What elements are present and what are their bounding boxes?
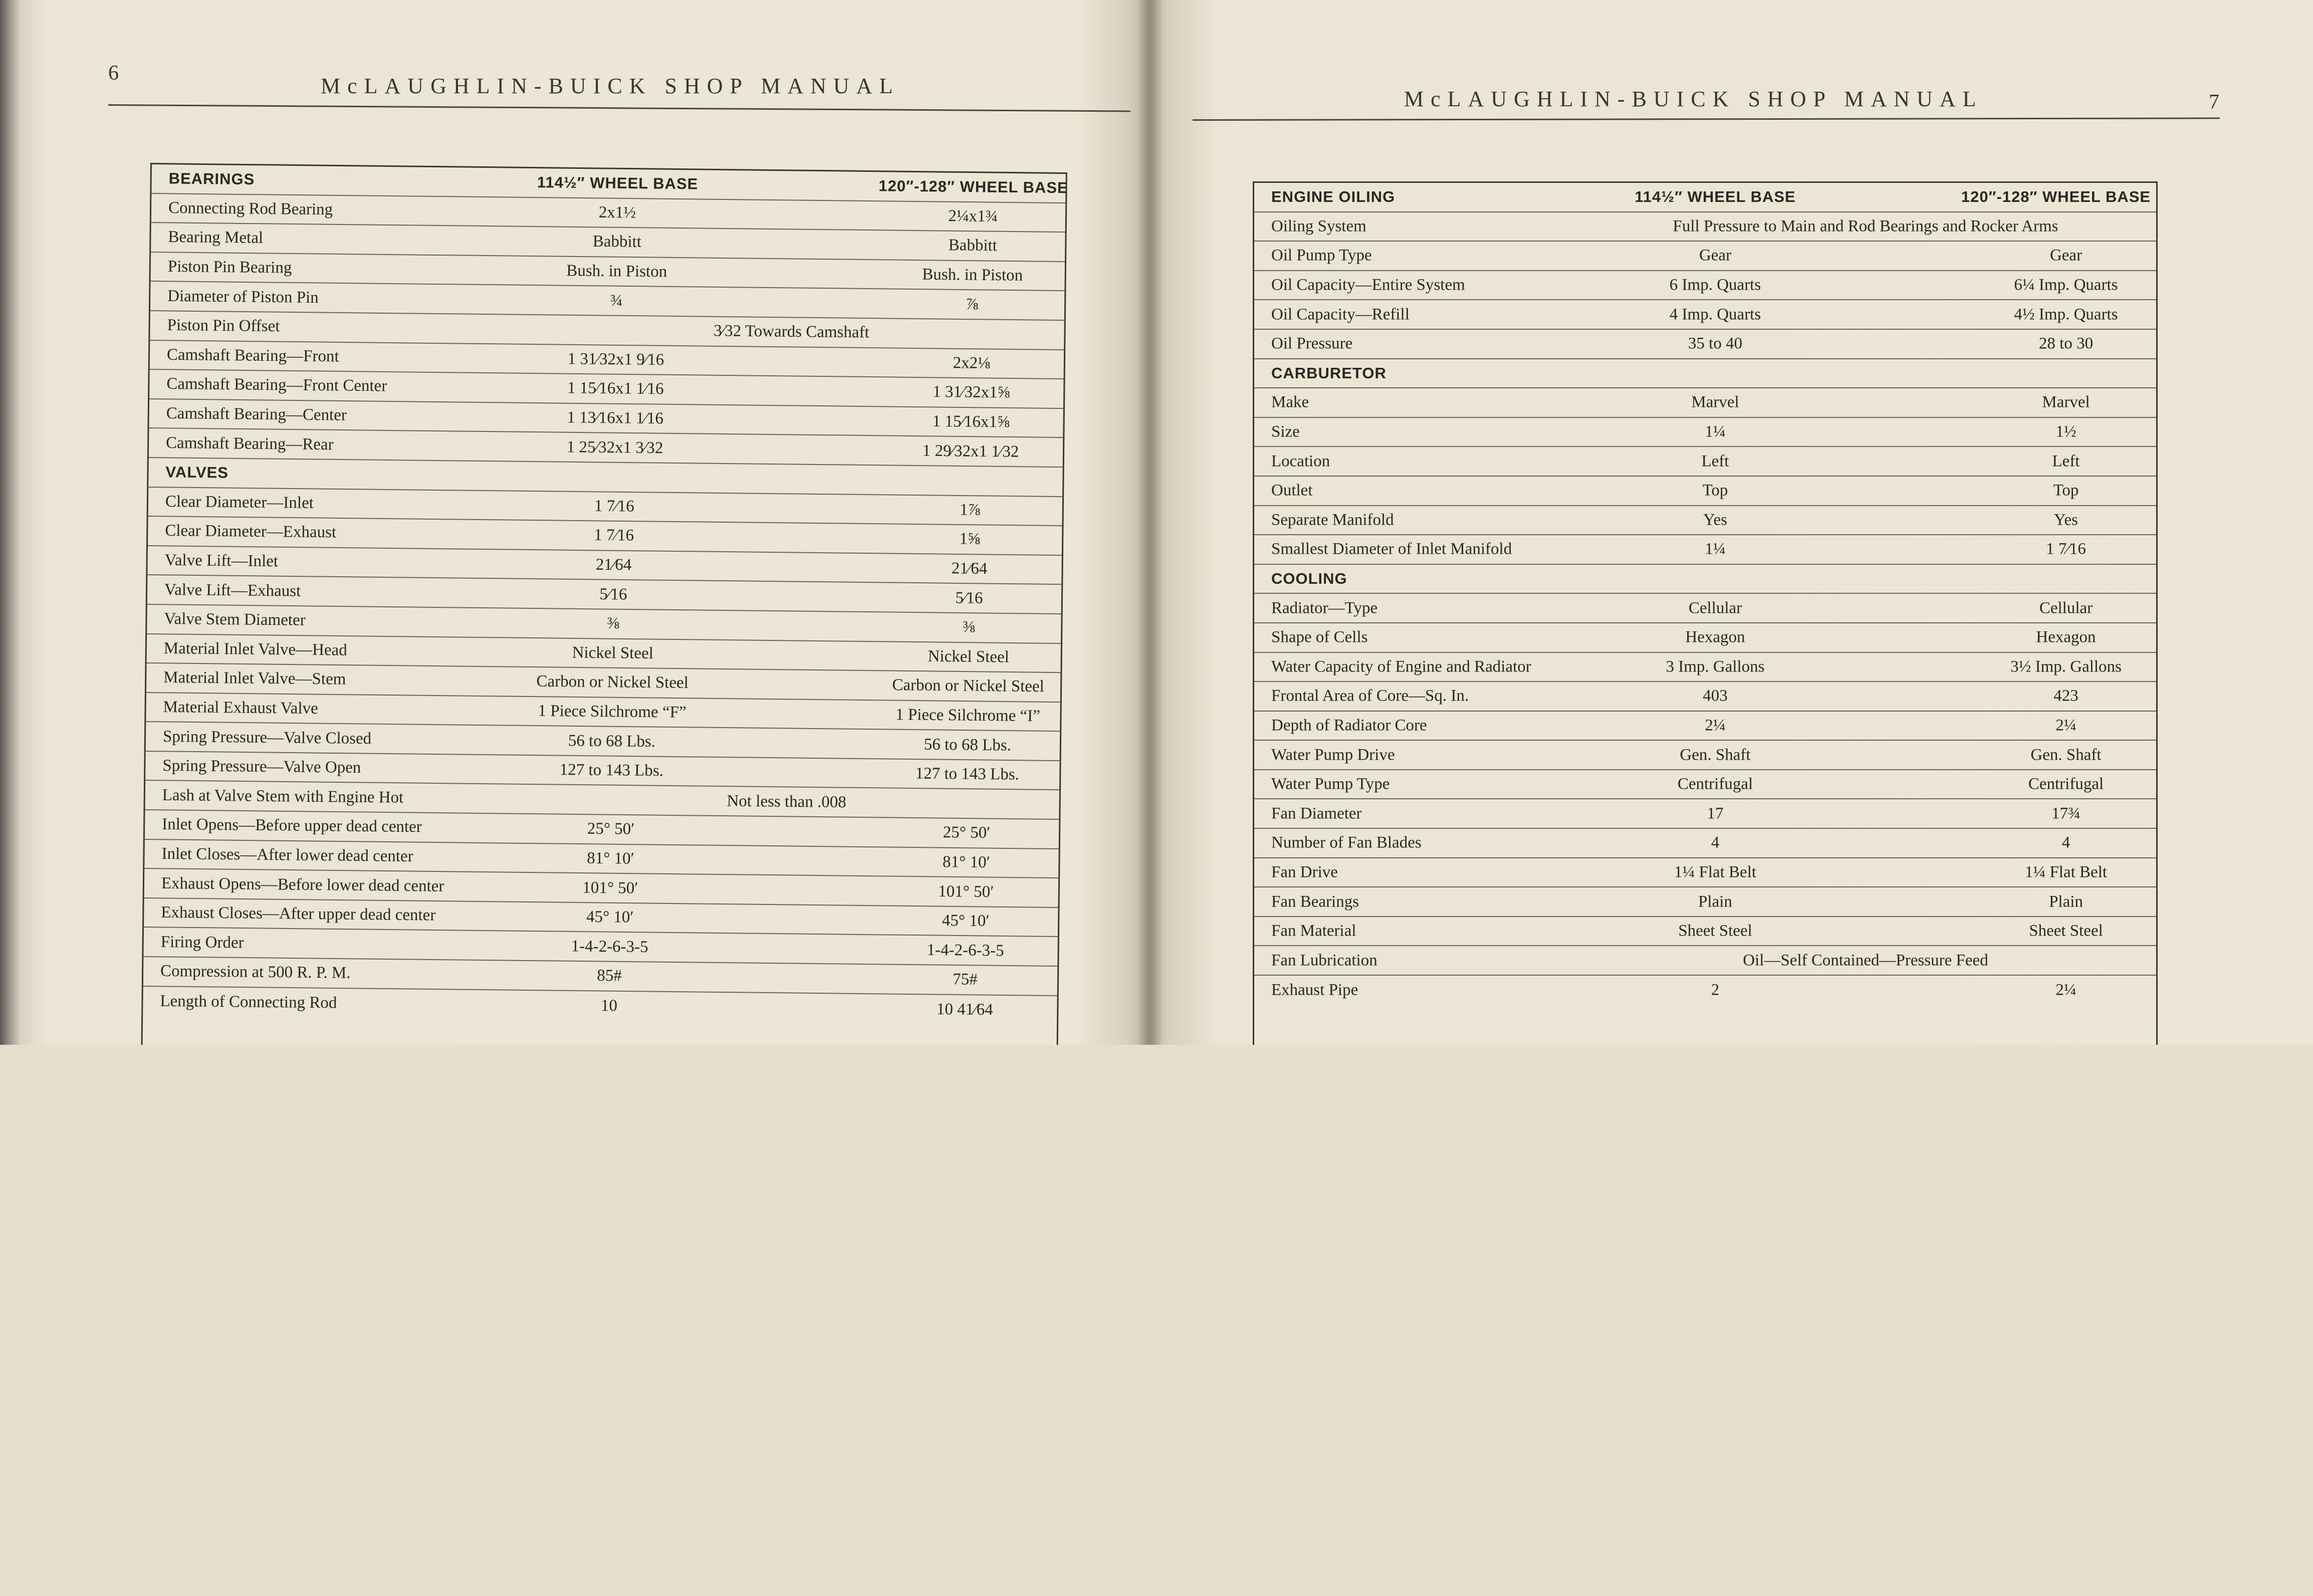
column-header-wheelbase-1: 114½″ WHEEL BASE xyxy=(537,173,699,193)
section-title: CARBURETOR xyxy=(1271,364,1386,382)
spec-value-114-wheelbase: Centrifugal xyxy=(1677,775,1753,793)
spec-label: Firing Order xyxy=(160,933,244,952)
spec-label: Material Inlet Valve—Head xyxy=(163,639,347,659)
spec-label: Frontal Area of Core—Sq. In. xyxy=(1271,687,1469,705)
spec-value-120-128-wheelbase: 45° 10′ xyxy=(942,911,990,931)
running-header: McLAUGHLIN-BUICK SHOP MANUAL xyxy=(1404,87,1983,111)
spec-label: Bearing Metal xyxy=(168,228,264,248)
column-header-wheelbase-2: 120″-128″ WHEEL BASE xyxy=(878,177,1068,197)
spec-label: Lash at Valve Stem with Engine Hot xyxy=(162,786,404,807)
spec-value-120-128-wheelbase: 2¼ xyxy=(2055,981,2076,999)
spec-label: Camshaft Bearing—Front xyxy=(166,345,339,366)
spec-value-120-128-wheelbase: Plain xyxy=(2049,892,2083,911)
section-header-cooling xyxy=(1254,565,2156,594)
spec-label: Connecting Rod Bearing xyxy=(168,198,333,219)
table-row xyxy=(1254,770,2156,800)
spec-label: Water Pump Drive xyxy=(1271,746,1395,764)
spec-label: Material Inlet Valve—Stem xyxy=(163,668,346,689)
spec-value-114-wheelbase: 56 to 68 Lbs. xyxy=(568,731,656,751)
spec-value-114-wheelbase: 1 25⁄32x1 3⁄32 xyxy=(566,437,663,457)
spec-value-114-wheelbase: 4 Imp. Quarts xyxy=(1669,305,1761,324)
spec-label: Water Pump Type xyxy=(1271,775,1390,793)
spec-value-120-128-wheelbase: 101° 50′ xyxy=(938,882,994,901)
spec-value-120-128-wheelbase: Marvel xyxy=(2042,393,2090,411)
table-row xyxy=(1254,887,2156,917)
spec-value-120-128-wheelbase: 5⁄16 xyxy=(955,588,983,607)
spec-value-120-128-wheelbase: 56 to 68 Lbs. xyxy=(923,735,1012,755)
spec-value-120-128-wheelbase: ⅞ xyxy=(966,295,979,314)
spec-value-114-wheelbase: Babbitt xyxy=(592,233,642,252)
table-row xyxy=(1254,829,2156,858)
spec-label: Exhaust Pipe xyxy=(1271,981,1358,999)
spec-value-114-wheelbase: 17 xyxy=(1707,804,1724,823)
spec-label: Inlet Closes—After lower dead center xyxy=(161,844,413,866)
spec-label: Radiator—Type xyxy=(1271,599,1378,617)
spec-value-114-wheelbase: 1 13⁄16x1 1⁄16 xyxy=(567,408,664,428)
spec-value-120-128-wheelbase: 2x2⅛ xyxy=(953,354,991,372)
spec-label: Shape of Cells xyxy=(1271,628,1368,646)
spec-value-114-wheelbase: Sheet Steel xyxy=(1678,922,1752,940)
spec-value-120-128-wheelbase: Gen. Shaft xyxy=(2030,746,2102,764)
spec-value-120-128-wheelbase: 1⅞ xyxy=(960,501,981,519)
spec-value-114-wheelbase: 6 Imp. Quarts xyxy=(1669,276,1761,294)
section-title: BEARINGS xyxy=(168,169,255,188)
spec-value-120-128-wheelbase: 1-4-2-6-3-5 xyxy=(927,941,1004,960)
spec-value-120-128-wheelbase: Centrifugal xyxy=(2028,775,2104,793)
spec-label: Oiling System xyxy=(1271,217,1366,236)
spec-value-114-wheelbase: 1¼ xyxy=(1705,540,1726,558)
spec-value-114-wheelbase: Carbon or Nickel Steel xyxy=(536,672,689,693)
spec-value-114-wheelbase: ¾ xyxy=(610,291,623,310)
spec-label: Valve Lift—Inlet xyxy=(164,551,279,571)
table-row xyxy=(1254,653,2156,682)
table-row xyxy=(1254,447,2156,477)
spec-label: Smallest Diameter of Inlet Manifold xyxy=(1271,540,1512,558)
page-number: 6 xyxy=(108,62,119,85)
spec-label: Make xyxy=(1271,393,1309,411)
spec-value-114-wheelbase: Cellular xyxy=(1688,599,1742,617)
column-header-wheelbase-2: 120″-128″ WHEEL BASE xyxy=(1961,188,2151,206)
spec-value-120-128-wheelbase: 17¾ xyxy=(2051,804,2080,823)
spec-label: Camshaft Bearing—Rear xyxy=(165,433,334,453)
spec-value-114-wheelbase: Yes xyxy=(1703,511,1728,529)
spec-label: Water Capacity of Engine and Radiator xyxy=(1271,657,1531,676)
table-row xyxy=(1254,418,2156,447)
spec-value-114-wheelbase: Marvel xyxy=(1691,393,1739,411)
spec-value-114-wheelbase: 127 to 143 Lbs. xyxy=(559,761,664,780)
spec-label: Piston Pin Offset xyxy=(167,316,280,336)
spec-value-114-wheelbase: Top xyxy=(1702,481,1728,500)
spec-label: Depth of Radiator Core xyxy=(1271,716,1427,735)
spec-value-120-128-wheelbase: 3½ Imp. Gallons xyxy=(2010,657,2122,676)
spec-value-120-128-wheelbase: 1¼ Flat Belt xyxy=(2024,863,2108,881)
table-row xyxy=(1254,300,2156,330)
spec-value-114-wheelbase: 1¼ xyxy=(1705,422,1726,441)
spec-value-120-128-wheelbase: Nickel Steel xyxy=(928,647,1010,666)
spec-value-114-wheelbase: Gear xyxy=(1699,246,1732,265)
spec-label: Length of Connecting Rod xyxy=(160,992,337,1012)
table-row xyxy=(1254,477,2156,506)
spec-value-120-128-wheelbase: 127 to 143 Lbs. xyxy=(915,764,1020,784)
spec-label: Separate Manifold xyxy=(1271,511,1394,529)
table-row xyxy=(1254,506,2156,536)
spec-value-120-128-wheelbase: Left xyxy=(2052,452,2080,471)
spec-value-114-wheelbase: 101° 50′ xyxy=(582,878,638,897)
book-gutter xyxy=(1137,0,1163,1045)
spec-label: Fan Drive xyxy=(1271,863,1338,881)
spec-label: Fan Material xyxy=(1271,922,1356,940)
spec-value-120-128-wheelbase: 81° 10′ xyxy=(942,853,990,872)
spec-label: Valve Lift—Exhaust xyxy=(164,580,301,600)
spec-value-114-wheelbase: 45° 10′ xyxy=(586,907,634,927)
spec-label: Clear Diameter—Exhaust xyxy=(165,522,337,542)
spec-label: Material Exhaust Valve xyxy=(163,698,318,718)
spec-label: Oil Capacity—Refill xyxy=(1271,305,1410,324)
spec-value-both: Not less than .008 xyxy=(727,792,847,811)
spec-value-both: Full Pressure to Main and Rod Bearings and Rocker Arms xyxy=(1673,217,2058,236)
table-row xyxy=(1254,976,2156,1005)
spec-value-120-128-wheelbase: Yes xyxy=(2053,511,2078,529)
spec-value-120-128-wheelbase: 25° 50′ xyxy=(943,823,991,842)
right-page xyxy=(1147,0,2313,1045)
spec-value-114-wheelbase: 25° 50′ xyxy=(587,820,635,839)
spec-value-120-128-wheelbase: 423 xyxy=(2053,687,2078,705)
spec-value-120-128-wheelbase: 1½ xyxy=(2055,422,2076,441)
spec-label: Camshaft Bearing—Center xyxy=(166,404,347,424)
spec-value-114-wheelbase: 10 xyxy=(600,996,618,1015)
spec-value-114-wheelbase: 1-4-2-6-3-5 xyxy=(571,937,648,956)
spec-value-114-wheelbase: 1 7⁄16 xyxy=(594,497,634,516)
spec-value-120-128-wheelbase: 1 Piece Silchrome “I” xyxy=(895,706,1041,726)
spec-label: Diameter of Piston Pin xyxy=(167,287,319,307)
spec-value-114-wheelbase: 2¼ xyxy=(1705,716,1726,735)
section-title: ENGINE OILING xyxy=(1271,188,1396,206)
table-row xyxy=(1254,388,2156,418)
table-row xyxy=(1254,741,2156,770)
spec-value-114-wheelbase: Plain xyxy=(1698,892,1732,911)
spec-value-120-128-wheelbase: Bush. in Piston xyxy=(922,265,1023,285)
spec-value-114-wheelbase: 4 xyxy=(1711,833,1720,852)
spec-value-114-wheelbase: 2 xyxy=(1711,981,1720,999)
spec-value-120-128-wheelbase: 2¼x1¾ xyxy=(948,207,998,226)
table-row xyxy=(1254,799,2156,829)
spec-value-114-wheelbase: Gen. Shaft xyxy=(1680,746,1751,764)
table-row xyxy=(1254,535,2156,565)
spec-label: Inlet Opens—Before upper dead center xyxy=(161,815,422,836)
spec-value-114-wheelbase: 1 Piece Silchrome “F” xyxy=(538,702,686,722)
table-row xyxy=(1254,623,2156,653)
spec-value-120-128-wheelbase: Top xyxy=(2053,481,2079,500)
spec-value-114-wheelbase: 1 7⁄16 xyxy=(594,526,634,545)
spec-value-120-128-wheelbase: Carbon or Nickel Steel xyxy=(892,676,1045,696)
page-number: 7 xyxy=(2209,91,2219,114)
table-row xyxy=(1254,212,2156,242)
section-title: VALVES xyxy=(165,463,229,482)
spec-value-120-128-wheelbase: 21⁄64 xyxy=(951,559,988,578)
spec-value-120-128-wheelbase: 1 31⁄32x1⅝ xyxy=(933,383,1010,402)
spec-value-120-128-wheelbase: Cellular xyxy=(2039,599,2093,617)
table-row xyxy=(1254,712,2156,741)
spec-value-114-wheelbase: 21⁄64 xyxy=(595,555,632,574)
running-header: McLAUGHLIN-BUICK SHOP MANUAL xyxy=(321,74,900,98)
spec-label: Oil Pump Type xyxy=(1271,246,1372,265)
spec-value-114-wheelbase: 3 Imp. Gallons xyxy=(1666,657,1765,676)
specifications-table-left xyxy=(141,163,1067,1045)
spec-label: Exhaust Opens—Before lower dead center xyxy=(161,874,444,895)
spec-value-114-wheelbase: Bush. in Piston xyxy=(566,262,667,281)
table-row xyxy=(1254,594,2156,623)
spec-label: Spring Pressure—Valve Open xyxy=(162,756,361,777)
spec-value-114-wheelbase: Left xyxy=(1701,452,1729,471)
spec-value-114-wheelbase: 81° 10′ xyxy=(586,849,635,868)
spec-label: Oil Capacity—Entire System xyxy=(1271,276,1465,294)
spec-value-120-128-wheelbase: 75# xyxy=(953,970,978,989)
spec-label: Location xyxy=(1271,452,1330,471)
spec-value-120-128-wheelbase: 4½ Imp. Quarts xyxy=(2014,305,2118,324)
spec-value-120-128-wheelbase: 10 41⁄64 xyxy=(936,1000,993,1019)
spec-label: Spring Pressure—Valve Closed xyxy=(162,727,372,748)
spec-value-120-128-wheelbase: Sheet Steel xyxy=(2029,922,2103,940)
table-row xyxy=(1254,271,2156,301)
spec-value-114-wheelbase: 403 xyxy=(1703,687,1728,705)
table-row xyxy=(1254,917,2156,947)
spec-value-114-wheelbase: 5⁄16 xyxy=(599,585,627,604)
spec-value-120-128-wheelbase: 1⅝ xyxy=(959,530,981,549)
section-header-carburetor xyxy=(1254,359,2156,389)
header-rule xyxy=(1193,117,2220,121)
spec-label: Clear Diameter—Inlet xyxy=(165,492,314,512)
spec-value-114-wheelbase: 1¼ Flat Belt xyxy=(1674,863,1757,881)
spec-label: Outlet xyxy=(1271,481,1313,500)
spec-value-120-128-wheelbase: 1 29⁄32x1 1⁄32 xyxy=(922,441,1019,461)
spec-value-120-128-wheelbase: 1 15⁄16x1⅝ xyxy=(932,412,1010,431)
table-row xyxy=(1254,858,2156,888)
table-row xyxy=(1254,242,2156,271)
spec-value-120-128-wheelbase: Babbitt xyxy=(948,236,998,255)
spec-label: Camshaft Bearing—Front Center xyxy=(166,375,387,395)
header-rule xyxy=(108,104,1130,112)
spec-label: Fan Diameter xyxy=(1271,804,1362,823)
spec-value-114-wheelbase: Hexagon xyxy=(1685,628,1745,646)
table-row xyxy=(1254,682,2156,712)
spec-value-both: 3⁄32 Towards Camshaft xyxy=(714,322,870,342)
spec-value-114-wheelbase: ⅜ xyxy=(606,614,619,633)
spec-value-120-128-wheelbase: ⅜ xyxy=(962,618,975,636)
spec-value-120-128-wheelbase: 28 to 30 xyxy=(2038,334,2094,353)
spec-label: Fan Lubrication xyxy=(1271,951,1377,970)
spec-value-114-wheelbase: 1 31⁄32x1 9⁄16 xyxy=(567,350,664,369)
spec-label: Fan Bearings xyxy=(1271,892,1359,911)
spec-label: Size xyxy=(1271,422,1300,441)
spec-value-114-wheelbase: 2x1½ xyxy=(598,203,636,222)
left-page xyxy=(0,0,1147,1045)
spec-value-120-128-wheelbase: Hexagon xyxy=(2036,628,2096,646)
spec-label: Exhaust Closes—After upper dead center xyxy=(161,903,436,925)
spec-label: Compression at 500 R. P. M. xyxy=(160,962,351,983)
section-header-engine-oiling xyxy=(1254,183,2156,212)
spec-label: Valve Stem Diameter xyxy=(164,610,306,629)
specifications-table-right xyxy=(1253,181,2158,1045)
spec-value-120-128-wheelbase: 6¼ Imp. Quarts xyxy=(2014,276,2118,294)
spec-value-114-wheelbase: 35 to 40 xyxy=(1688,334,1743,353)
spec-value-114-wheelbase: 1 15⁄16x1 1⁄16 xyxy=(567,379,664,398)
spec-value-120-128-wheelbase: 1 7⁄16 xyxy=(2046,540,2086,558)
spec-value-114-wheelbase: Nickel Steel xyxy=(572,643,654,662)
spec-label: Number of Fan Blades xyxy=(1271,833,1422,852)
spec-value-120-128-wheelbase: 4 xyxy=(2061,833,2070,852)
spec-value-both: Oil—Self Contained—Pressure Feed xyxy=(1743,951,1988,970)
spec-value-120-128-wheelbase: Gear xyxy=(2049,246,2083,265)
column-header-wheelbase-1: 114½″ WHEEL BASE xyxy=(1635,188,1796,206)
table-row xyxy=(1254,330,2156,359)
spec-value-120-128-wheelbase: 2¼ xyxy=(2055,716,2076,735)
section-title: COOLING xyxy=(1271,570,1347,588)
table-row xyxy=(1254,946,2156,976)
spec-label: Oil Pressure xyxy=(1271,334,1353,353)
spec-label: Piston Pin Bearing xyxy=(167,257,292,277)
spec-value-114-wheelbase: 85# xyxy=(597,967,622,985)
